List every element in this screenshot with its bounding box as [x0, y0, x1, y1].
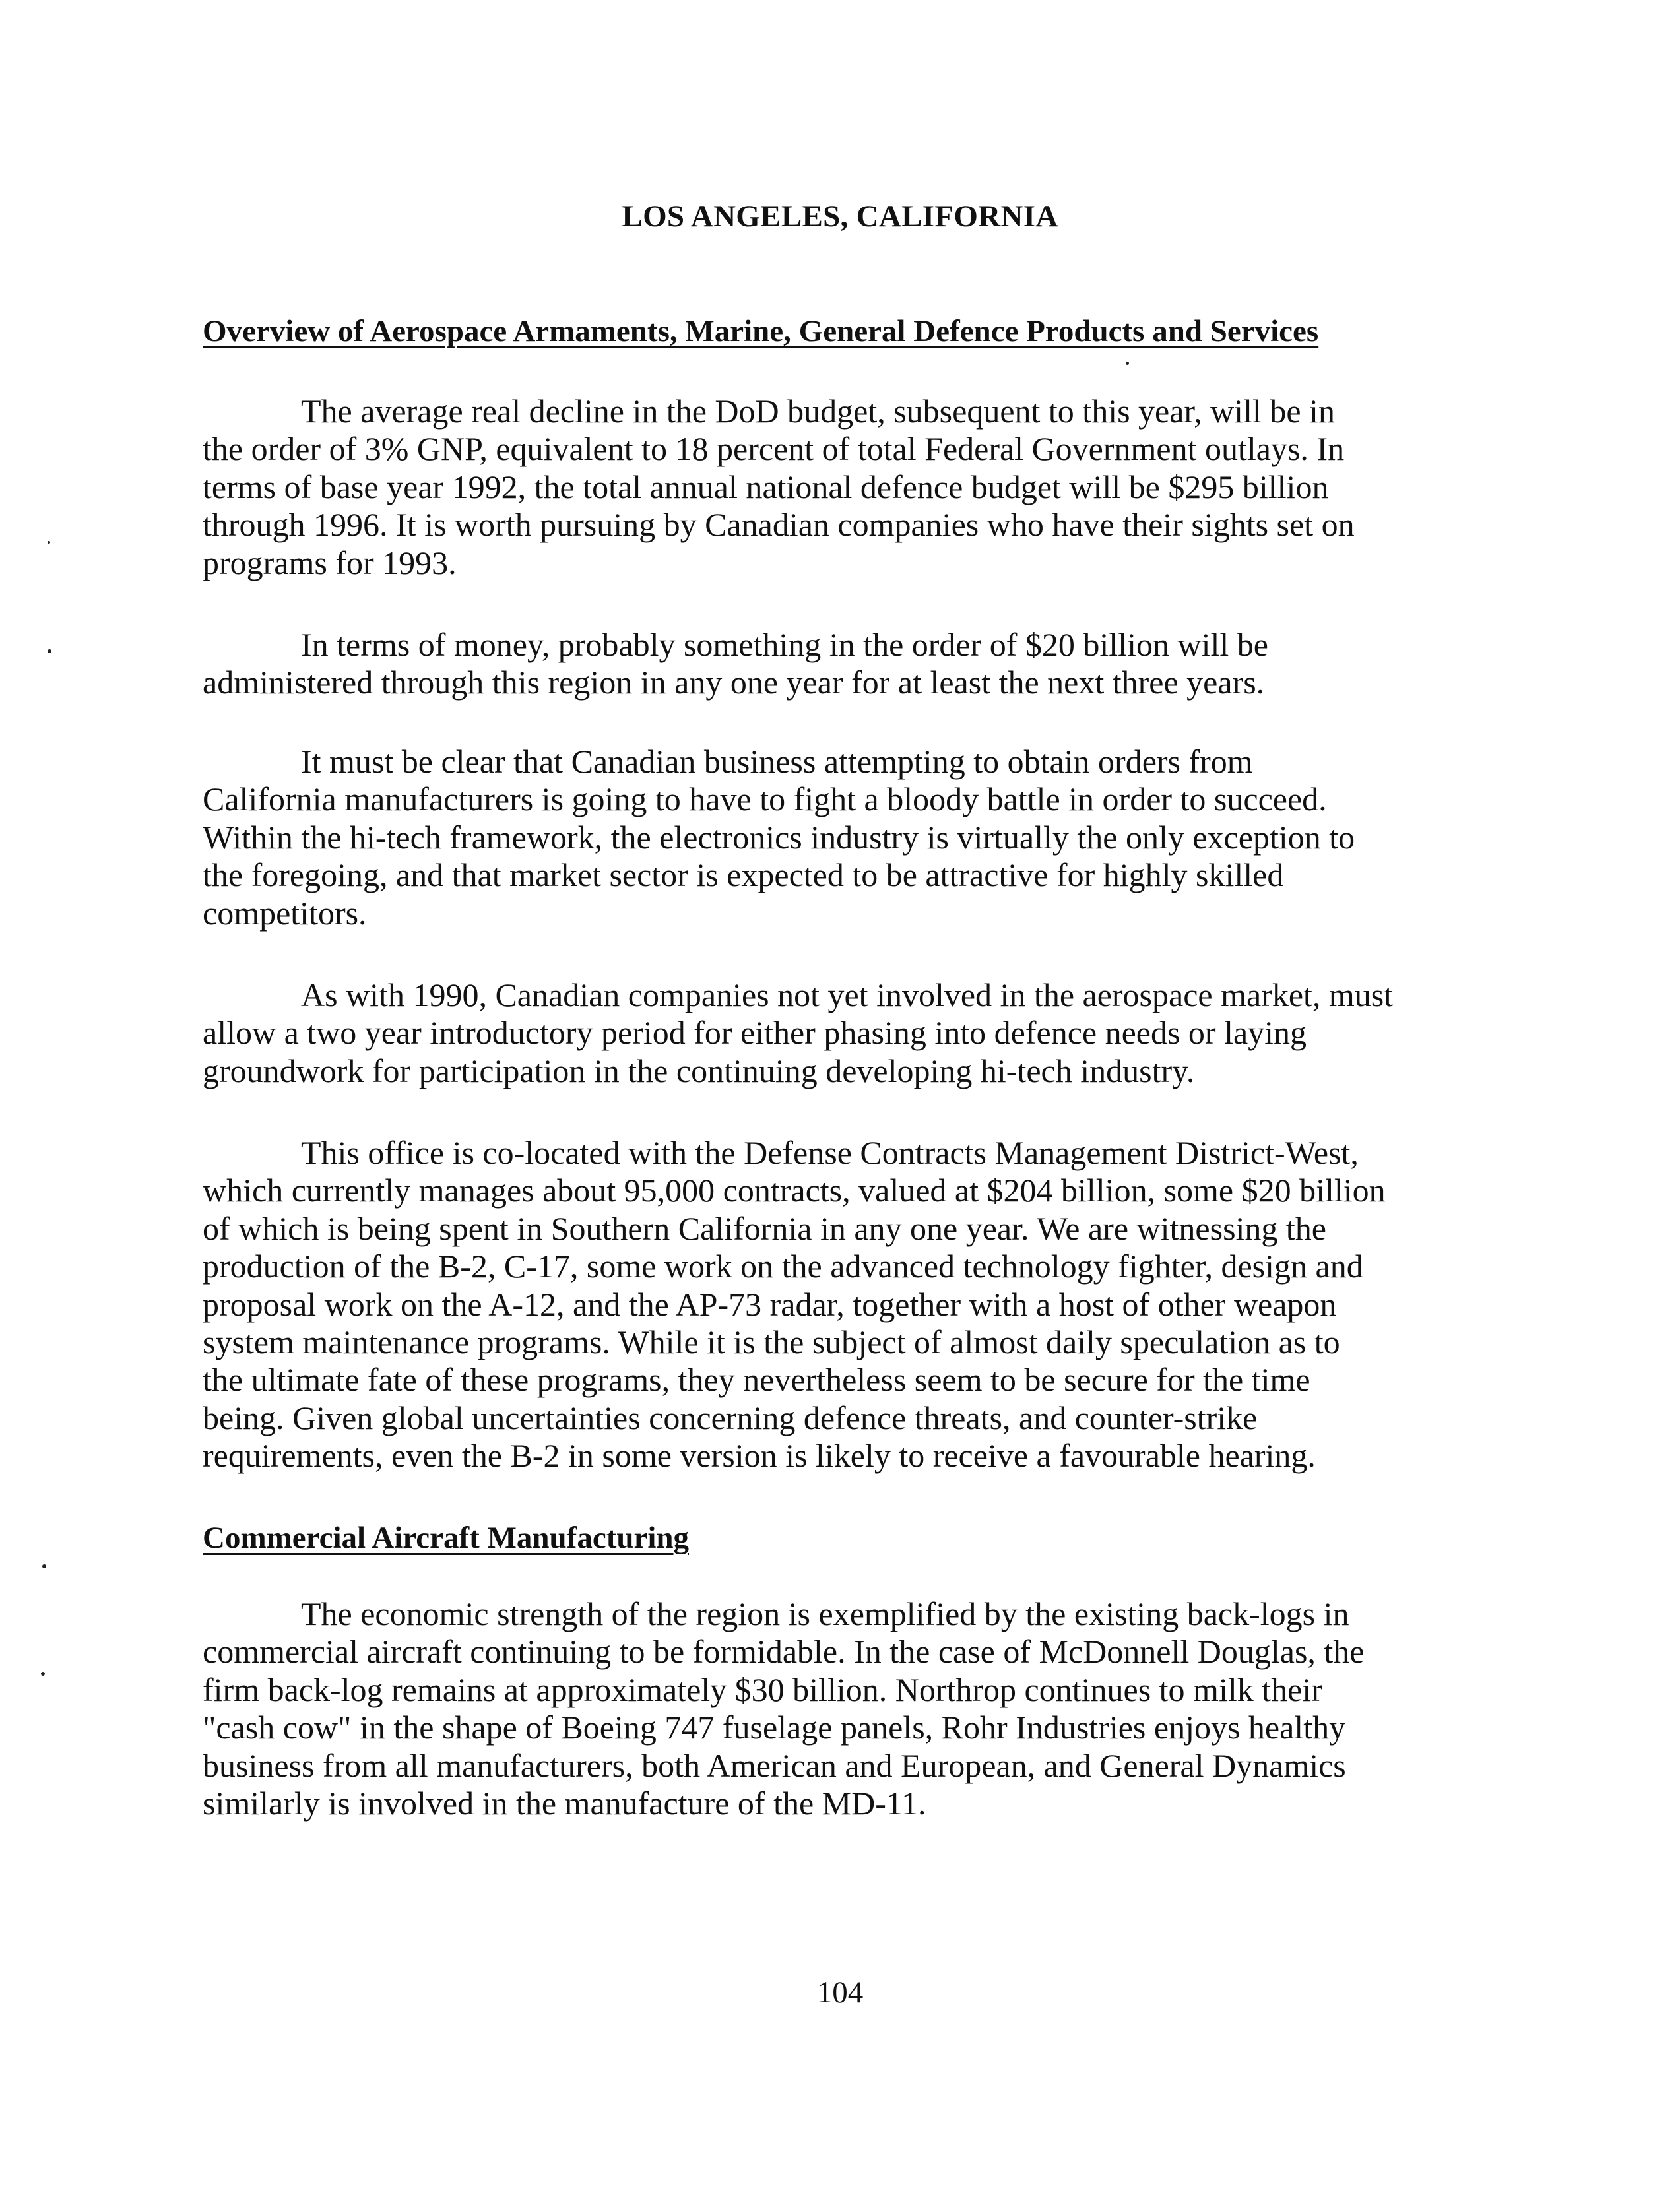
section-heading-commercial-aircraft: Commercial Aircraft Manufacturing	[203, 1521, 690, 1555]
paragraph-line: It must be clear that Canadian business attempting to obtain orders from	[301, 743, 1253, 780]
paragraph-line: allow a two year introductory period for either phasing into defence needs or laying	[203, 1014, 1307, 1052]
scan-speck	[42, 1564, 46, 1568]
paragraph-dod-budget	[203, 393, 1479, 582]
paragraph-line: groundwork for participation in the continuing developing hi-tech industry.	[203, 1052, 1195, 1089]
paragraph-line: proposal work on the A-12, and the AP-73 radar, together with a host of other weapon	[203, 1285, 1337, 1323]
paragraph-dcmd-west	[203, 1134, 1479, 1475]
page-title: LOS ANGELES, CALIFORNIA	[622, 199, 1058, 234]
paragraph-line: commercial aircraft continuing to be formidable. In the case of McDonnell Douglas, the	[203, 1633, 1365, 1671]
paragraph-line: terms of base year 1992, the total annual national defence budget will be $295 billion	[203, 468, 1329, 505]
paragraph-line: of which is being spent in Southern California in any one year. We are witnessing the	[203, 1209, 1327, 1247]
paragraph-line: firm back-log remains at approximately $30 billion. Northrop continues to milk their	[203, 1671, 1322, 1708]
paragraph-line: This office is co-located with the Defense Contracts Management District-West,	[301, 1134, 1359, 1171]
paragraph-line: The economic strength of the region is exemplified by the existing back-logs in	[301, 1595, 1349, 1632]
paragraph-economic-strength	[203, 1595, 1479, 1822]
scan-speck	[1126, 362, 1129, 365]
paragraph-line: which currently manages about 95,000 contracts, valued at $204 billion, some $20 billion	[203, 1172, 1386, 1209]
scan-speck	[48, 541, 50, 544]
paragraph-line: Within the hi-tech framework, the electronics industry is virtually the only exception to	[203, 818, 1355, 856]
paragraph-line: California manufacturers is going to have to fight a bloody battle in order to succeed.	[203, 781, 1327, 818]
paragraph-line: through 1996. It is worth pursuing by Canadian companies who have their sights set on	[203, 506, 1355, 544]
paragraph-line: system maintenance programs. While it is the subject of almost daily speculation as to	[203, 1323, 1340, 1361]
paragraph-line: the order of 3% GNP, equivalent to 18 percent of total Federal Government outlays. In	[203, 430, 1345, 468]
section-heading-defence-overview: Overview of Aerospace Armaments, Marine, General Defence Products and Services	[203, 314, 1319, 348]
paragraph-money-region	[203, 626, 1479, 702]
paragraph-line: production of the B-2, C-17, some work on the advanced technology fighter, design and	[203, 1248, 1363, 1285]
scan-speck	[41, 1672, 45, 1676]
scan-speck	[48, 649, 51, 653]
paragraph-line: requirements, even the B-2 in some version is likely to receive a favourable hearing.	[203, 1437, 1316, 1475]
paragraph-line: administered through this region in any one year for at least the next three years.	[203, 664, 1265, 701]
paragraph-line: The average real decline in the DoD budget, subsequent to this year, will be in	[301, 393, 1335, 430]
paragraph-line: being. Given global uncertainties concerning defence threats, and counter-strike	[203, 1399, 1258, 1436]
paragraph-line: business from all manufacturers, both American and European, and General Dynamics	[203, 1746, 1346, 1784]
paragraph-line: In terms of money, probably something in the order of $20 billion will be	[301, 626, 1268, 663]
paragraph-line: the ultimate fate of these programs, they nevertheless seem to be secure for the time	[203, 1361, 1310, 1399]
page-number: 104	[816, 1975, 864, 2010]
paragraph-canadian-business	[203, 743, 1479, 932]
paragraph-line: similarly is involved in the manufacture of the MD-11.	[203, 1785, 926, 1822]
paragraph-line: the foregoing, and that market sector is expected to be attractive for highly skilled	[203, 856, 1284, 894]
paragraph-line: competitors.	[203, 894, 367, 932]
paragraph-line: programs for 1993.	[203, 544, 457, 581]
paragraph-line: "cash cow" in the shape of Boeing 747 fuselage panels, Rohr Industries enjoys healthy	[203, 1709, 1346, 1746]
paragraph-introductory-period	[203, 976, 1479, 1090]
paragraph-line: As with 1990, Canadian companies not yet involved in the aerospace market, must	[301, 976, 1394, 1013]
